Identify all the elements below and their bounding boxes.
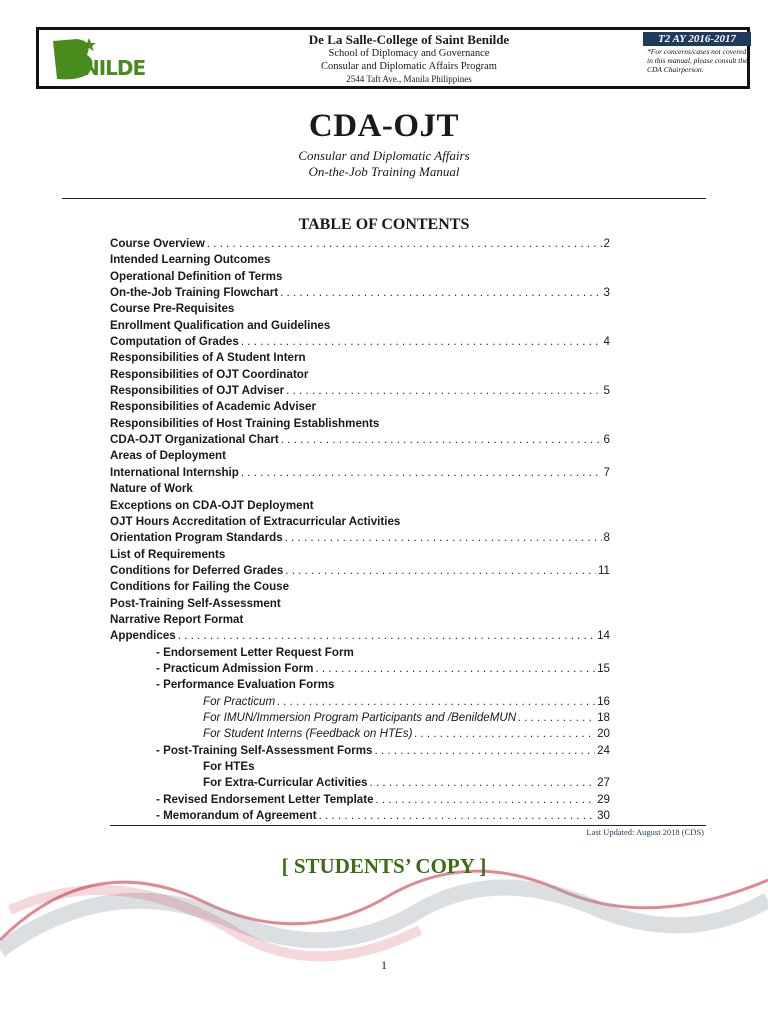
toc-entry[interactable] — [110, 514, 610, 530]
subtitle-line-2: On-the-Job Training Manual — [308, 164, 460, 179]
toc-entry-label: Responsibilities of OJT Coordinator — [110, 367, 309, 381]
toc-entry-label: Conditions for Deferred Grades — [110, 563, 284, 577]
toc-entry-label: Enrollment Qualification and Guidelines — [110, 318, 331, 332]
toc-entry[interactable] — [110, 367, 610, 383]
toc-entry-label: On-the-Job Training Flowchart — [110, 286, 279, 300]
toc-entry[interactable] — [110, 383, 610, 399]
toc-entry-label: For Practicum — [203, 694, 276, 708]
toc-leader-dots — [278, 285, 601, 301]
header-box — [36, 27, 750, 89]
toc-entry-label: - Practicum Admission Form — [156, 661, 314, 675]
toc-entry-label: Post-Training Self-Assessment — [110, 596, 281, 610]
svg-text:NILDE: NILDE — [83, 56, 146, 80]
toc-entry[interactable] — [110, 252, 610, 268]
divider-bottom — [110, 825, 706, 826]
toc-leader-dots — [368, 775, 596, 791]
toc-leader-dots — [283, 563, 596, 579]
toc-entry[interactable] — [110, 563, 610, 579]
toc-entry[interactable] — [110, 498, 610, 514]
toc-entry-label: Responsibilities of Academic Adviser — [110, 400, 316, 414]
toc-entry-label: Narrative Report Format — [110, 612, 244, 626]
toc-entry[interactable] — [110, 530, 610, 546]
toc-entry-page: 29 — [597, 792, 610, 806]
toc-entry-label: - Post-Training Self-Assessment Forms — [156, 743, 373, 757]
school-name: School of Diplomacy and Governance — [328, 48, 490, 59]
toc-entry-label: For HTEs — [203, 760, 255, 773]
toc-entry[interactable] — [110, 710, 610, 726]
toc-entry-label: Responsibilities of OJT Adviser — [110, 384, 285, 398]
toc-leader-dots — [516, 710, 595, 726]
toc-entry-page: 20 — [597, 727, 610, 741]
benilde-logo — [49, 35, 175, 81]
toc-entry-label: Orientation Program Standards — [110, 531, 283, 545]
subtitle-line-1: Consular and Diplomatic Affairs — [298, 148, 470, 163]
toc-entry-page: 4 — [603, 335, 610, 349]
toc-entry[interactable] — [110, 481, 610, 497]
toc-leader-dots — [374, 792, 596, 808]
toc-entry[interactable] — [110, 399, 610, 415]
last-updated: Last Updated: August 2018 (CDS) — [586, 827, 704, 837]
toc-entry-label: Intended Learning Outcomes — [110, 253, 271, 267]
toc-entry[interactable] — [110, 694, 610, 710]
toc-entry-label: OJT Hours Accreditation of Extracurricular Activities — [110, 514, 401, 528]
toc-entry-label: - Revised Endorsement Letter Template — [156, 792, 374, 806]
toc-heading: TABLE OF CONTENTS — [298, 216, 470, 233]
toc-entry-label: - Performance Evaluation Forms — [156, 678, 335, 692]
toc-entry-label: Conditions for Failing the Couse — [110, 580, 290, 594]
divider — [62, 198, 706, 199]
toc-entry-label: International Internship — [110, 465, 239, 479]
toc-entry-page: 30 — [597, 809, 610, 823]
toc-entry-page: 24 — [597, 743, 610, 757]
toc-leader-dots — [176, 628, 595, 644]
toc-entry[interactable] — [110, 318, 610, 334]
toc-entry[interactable] — [110, 236, 610, 252]
toc-leader-dots — [372, 743, 595, 759]
toc-entry-label: Computation of Grades — [110, 335, 239, 349]
toc-leader-dots — [412, 726, 595, 742]
toc-leader-dots — [279, 432, 602, 448]
toc-entry-page: 14 — [597, 629, 610, 643]
toc-leader-dots — [239, 334, 602, 350]
institution-name: De La Salle-College of Saint Benilde — [308, 32, 510, 47]
toc-entry[interactable] — [110, 285, 610, 301]
toc-entry-page: 18 — [597, 710, 610, 724]
toc-entry-page: 2 — [603, 237, 610, 250]
toc-entry-label: - Endorsement Letter Request Form — [156, 645, 354, 659]
toc-entry-label: Responsibilities of Host Training Establishments — [110, 416, 380, 430]
toc-entry-label: For Extra-Curricular Activities — [203, 776, 368, 790]
toc-entry[interactable] — [110, 792, 610, 808]
toc-leader-dots — [283, 530, 602, 546]
toc-entry[interactable] — [110, 808, 610, 824]
toc-entry-page: 16 — [597, 694, 610, 708]
toc-entry-label: Areas of Deployment — [110, 449, 226, 463]
toc-entry[interactable] — [110, 448, 610, 464]
toc-entry-label: Responsibilities of A Student Intern — [110, 351, 306, 365]
term-badge: T2 AY 2016-2017 — [643, 32, 751, 46]
toc-entry-page: 27 — [597, 776, 610, 790]
program-name: Consular and Diplomatic Affairs Program — [321, 60, 497, 72]
toc-entry-page: 8 — [603, 531, 610, 545]
toc-entry[interactable] — [110, 416, 610, 432]
toc-entry[interactable] — [110, 645, 610, 661]
toc-entry-label: CDA-OJT Organizational Chart — [110, 433, 279, 447]
toc-entry[interactable] — [110, 432, 610, 448]
toc-entry[interactable] — [110, 269, 610, 285]
toc-entry-label: Exceptions on CDA-OJT Deployment — [110, 498, 314, 512]
toc-entry[interactable] — [110, 350, 610, 366]
toc-leader-dots — [205, 236, 602, 252]
institution-block — [239, 32, 579, 85]
term-note: *For concerns/cases not covered in this manual, please consult the CDA Chairperson. — [647, 47, 748, 74]
toc-entry[interactable] — [110, 612, 610, 628]
toc-entry[interactable] — [110, 759, 610, 775]
toc-entry[interactable] — [110, 301, 610, 317]
toc-entry-page: 6 — [603, 433, 610, 447]
toc-entry-label: Nature of Work — [110, 482, 193, 496]
toc-entry-label: List of Requirements — [110, 547, 226, 561]
toc-entry-page: 15 — [597, 661, 610, 675]
toc-leader-dots — [313, 661, 595, 677]
toc-entry-label: Operational Definition of Terms — [110, 269, 283, 283]
table-of-contents — [110, 236, 610, 824]
toc-entry-label: Appendices — [110, 629, 176, 643]
toc-entry-label: For Student Interns (Feedback on HTEs) — [203, 727, 413, 741]
address: 2544 Taft Ave., Manila Philippines — [346, 74, 472, 84]
toc-leader-dots — [317, 808, 595, 824]
toc-entry[interactable] — [110, 726, 610, 742]
toc-entry[interactable] — [110, 743, 610, 759]
toc-entry[interactable] — [110, 334, 610, 350]
toc-entry[interactable] — [110, 579, 610, 595]
toc-entry-label: For IMUN/Immersion Program Participants and /BenildeMUN — [203, 710, 517, 724]
page-number: 1 — [381, 958, 387, 972]
toc-entry-page: 5 — [603, 384, 610, 398]
toc-entry[interactable] — [110, 547, 610, 563]
toc-leader-dots — [284, 383, 601, 399]
toc-entry[interactable] — [110, 775, 610, 791]
toc-entry-label: - Memorandum of Agreement — [156, 809, 317, 823]
toc-entry-page: 7 — [603, 465, 610, 479]
document-title: CDA-OJT — [308, 108, 460, 144]
toc-entry[interactable] — [110, 465, 610, 481]
toc-entry[interactable] — [110, 661, 610, 677]
toc-entry-label: Course Overview — [110, 237, 205, 250]
toc-entry-page: 11 — [597, 563, 610, 577]
toc-entry-page: 3 — [603, 286, 610, 300]
toc-entry-label: Course Pre-Requisites — [110, 302, 235, 316]
toc-entry[interactable] — [110, 596, 610, 612]
toc-leader-dots — [239, 465, 602, 481]
students-copy-label: [ STUDENTS’ COPY ] — [281, 854, 487, 878]
toc-leader-dots — [275, 694, 595, 710]
toc-entry[interactable] — [110, 677, 610, 693]
toc-entry[interactable] — [110, 628, 610, 644]
